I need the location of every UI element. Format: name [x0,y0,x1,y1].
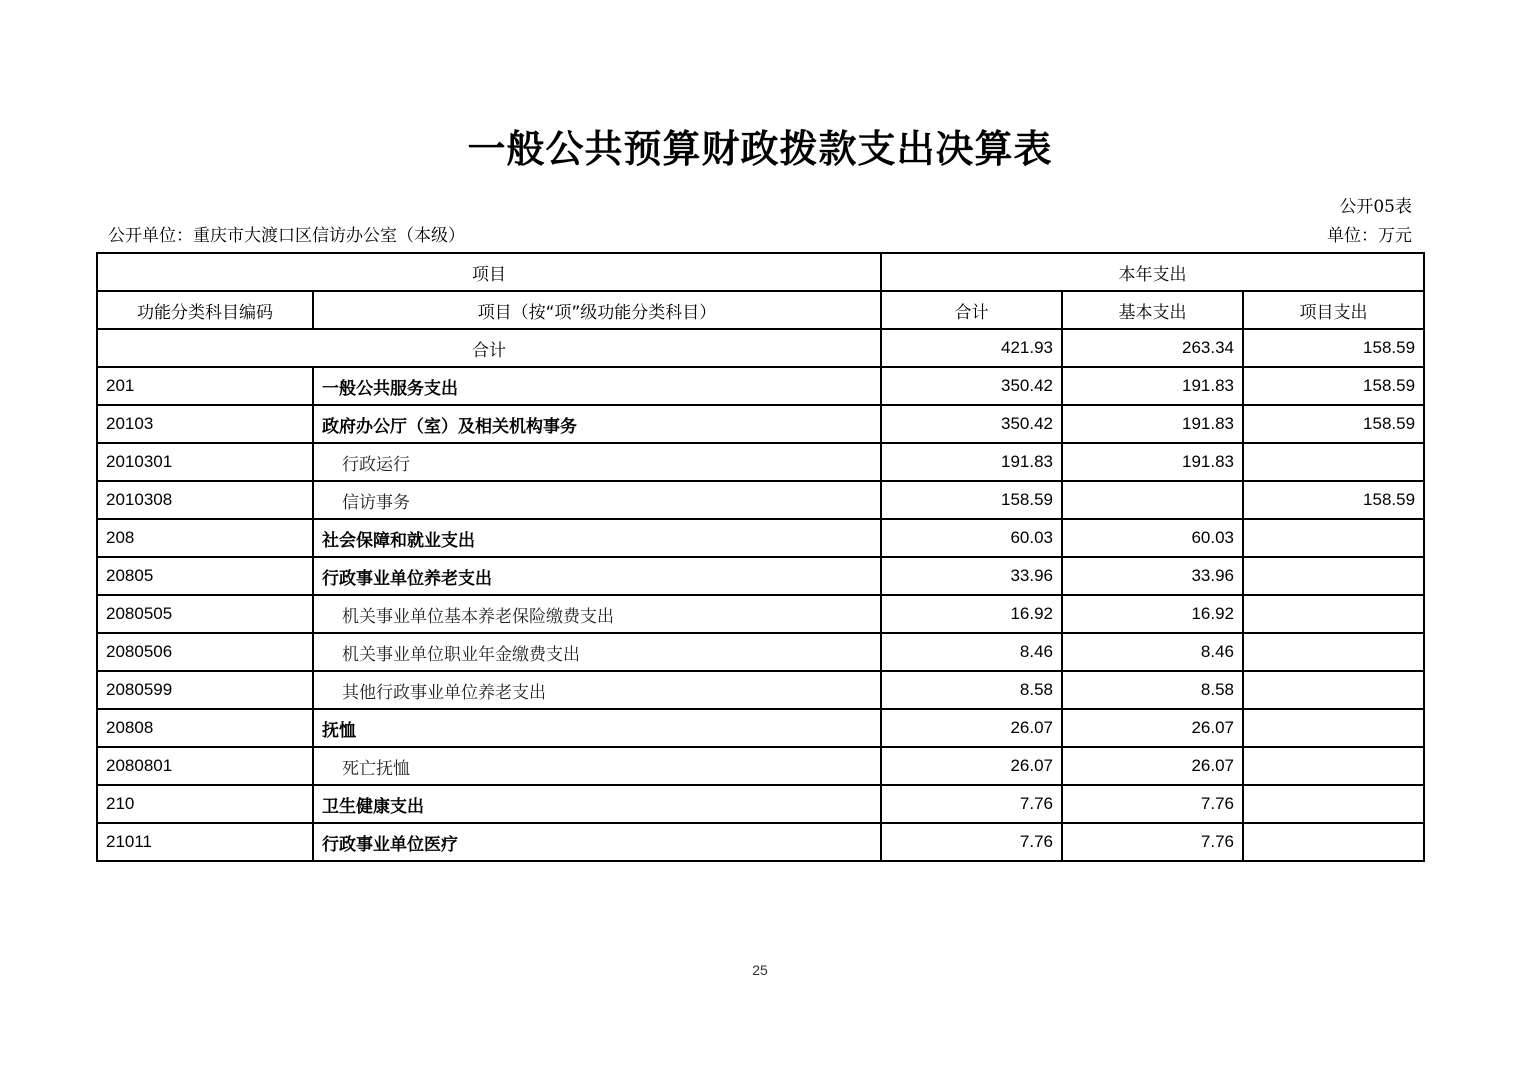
row-total: 7.76 [881,785,1062,823]
total-row [97,329,1424,367]
row-project [1243,633,1424,671]
header-current-year: 本年支出 [881,253,1424,291]
table-row [97,367,1424,405]
row-project [1243,785,1424,823]
row-basic: 191.83 [1062,405,1243,443]
row-basic: 33.96 [1062,557,1243,595]
row-total: 158.59 [881,481,1062,519]
row-total: 8.46 [881,633,1062,671]
row-name: 机关事业单位基本养老保险缴费支出 [313,595,881,633]
row-basic: 26.07 [1062,747,1243,785]
header-project: 项目支出 [1243,291,1424,329]
table-row [97,633,1424,671]
row-project [1243,443,1424,481]
total-label: 合计 [97,329,881,367]
row-basic: 8.46 [1062,633,1243,671]
table-row [97,405,1424,443]
row-project: 158.59 [1243,481,1424,519]
row-total: 26.07 [881,747,1062,785]
row-total: 8.58 [881,671,1062,709]
row-name: 机关事业单位职业年金缴费支出 [313,633,881,671]
row-name: 一般公共服务支出 [313,367,881,405]
table-row [97,823,1424,861]
row-total: 7.76 [881,823,1062,861]
header-row-1 [97,253,1424,291]
row-total: 350.42 [881,367,1062,405]
row-code: 2080801 [97,747,313,785]
row-basic: 191.83 [1062,443,1243,481]
row-total: 350.42 [881,405,1062,443]
row-code: 2010308 [97,481,313,519]
row-code: 2010301 [97,443,313,481]
table-row [97,785,1424,823]
table-row [97,595,1424,633]
row-name: 死亡抚恤 [313,747,881,785]
total-project: 158.59 [1243,329,1424,367]
table-row [97,481,1424,519]
table-row [97,557,1424,595]
row-project [1243,519,1424,557]
total-amount: 421.93 [881,329,1062,367]
row-total: 191.83 [881,443,1062,481]
row-basic: 16.92 [1062,595,1243,633]
row-total: 26.07 [881,709,1062,747]
row-name: 社会保障和就业支出 [313,519,881,557]
table-row [97,671,1424,709]
row-project: 158.59 [1243,367,1424,405]
row-name: 政府办公厅（室）及相关机构事务 [313,405,881,443]
table-row [97,443,1424,481]
table-row [97,709,1424,747]
page-title: 一般公共预算财政拨款支出决算表 [467,127,1053,171]
row-total: 16.92 [881,595,1062,633]
row-total: 60.03 [881,519,1062,557]
row-name: 信访事务 [313,481,881,519]
row-code: 201 [97,367,313,405]
row-basic: 7.76 [1062,823,1243,861]
header-item: 项目 [97,253,881,291]
row-code: 20103 [97,405,313,443]
row-project [1243,709,1424,747]
row-basic: 26.07 [1062,709,1243,747]
row-code: 2080506 [97,633,313,671]
header-name: 项目（按“项”级功能分类科目） [313,291,881,329]
row-project [1243,747,1424,785]
row-basic: 8.58 [1062,671,1243,709]
row-project [1243,671,1424,709]
row-project: 158.59 [1243,405,1424,443]
header-basic: 基本支出 [1062,291,1243,329]
header-code: 功能分类科目编码 [97,291,313,329]
form-number: 公开05表 [1339,197,1412,217]
table-row [97,747,1424,785]
row-name: 行政事业单位养老支出 [313,557,881,595]
row-project [1243,823,1424,861]
header-row-2 [97,291,1424,329]
row-project [1243,557,1424,595]
row-name: 抚恤 [313,709,881,747]
row-basic [1062,481,1243,519]
page-number: 25 [752,962,768,978]
row-code: 20808 [97,709,313,747]
row-name: 行政运行 [313,443,881,481]
table-row [97,519,1424,557]
row-code: 2080599 [97,671,313,709]
row-basic: 191.83 [1062,367,1243,405]
row-code: 208 [97,519,313,557]
reporting-unit: 公开单位：重庆市大渡口区信访办公室（本级） [108,226,465,246]
row-project [1243,595,1424,633]
row-total: 33.96 [881,557,1062,595]
currency-unit: 单位：万元 [1327,226,1412,246]
row-name: 其他行政事业单位养老支出 [313,671,881,709]
budget-table [96,252,1425,862]
row-code: 2080505 [97,595,313,633]
row-basic: 7.76 [1062,785,1243,823]
total-basic: 263.34 [1062,329,1243,367]
row-code: 20805 [97,557,313,595]
row-code: 21011 [97,823,313,861]
row-basic: 60.03 [1062,519,1243,557]
row-name: 行政事业单位医疗 [313,823,881,861]
row-name: 卫生健康支出 [313,785,881,823]
row-code: 210 [97,785,313,823]
header-total: 合计 [881,291,1062,329]
